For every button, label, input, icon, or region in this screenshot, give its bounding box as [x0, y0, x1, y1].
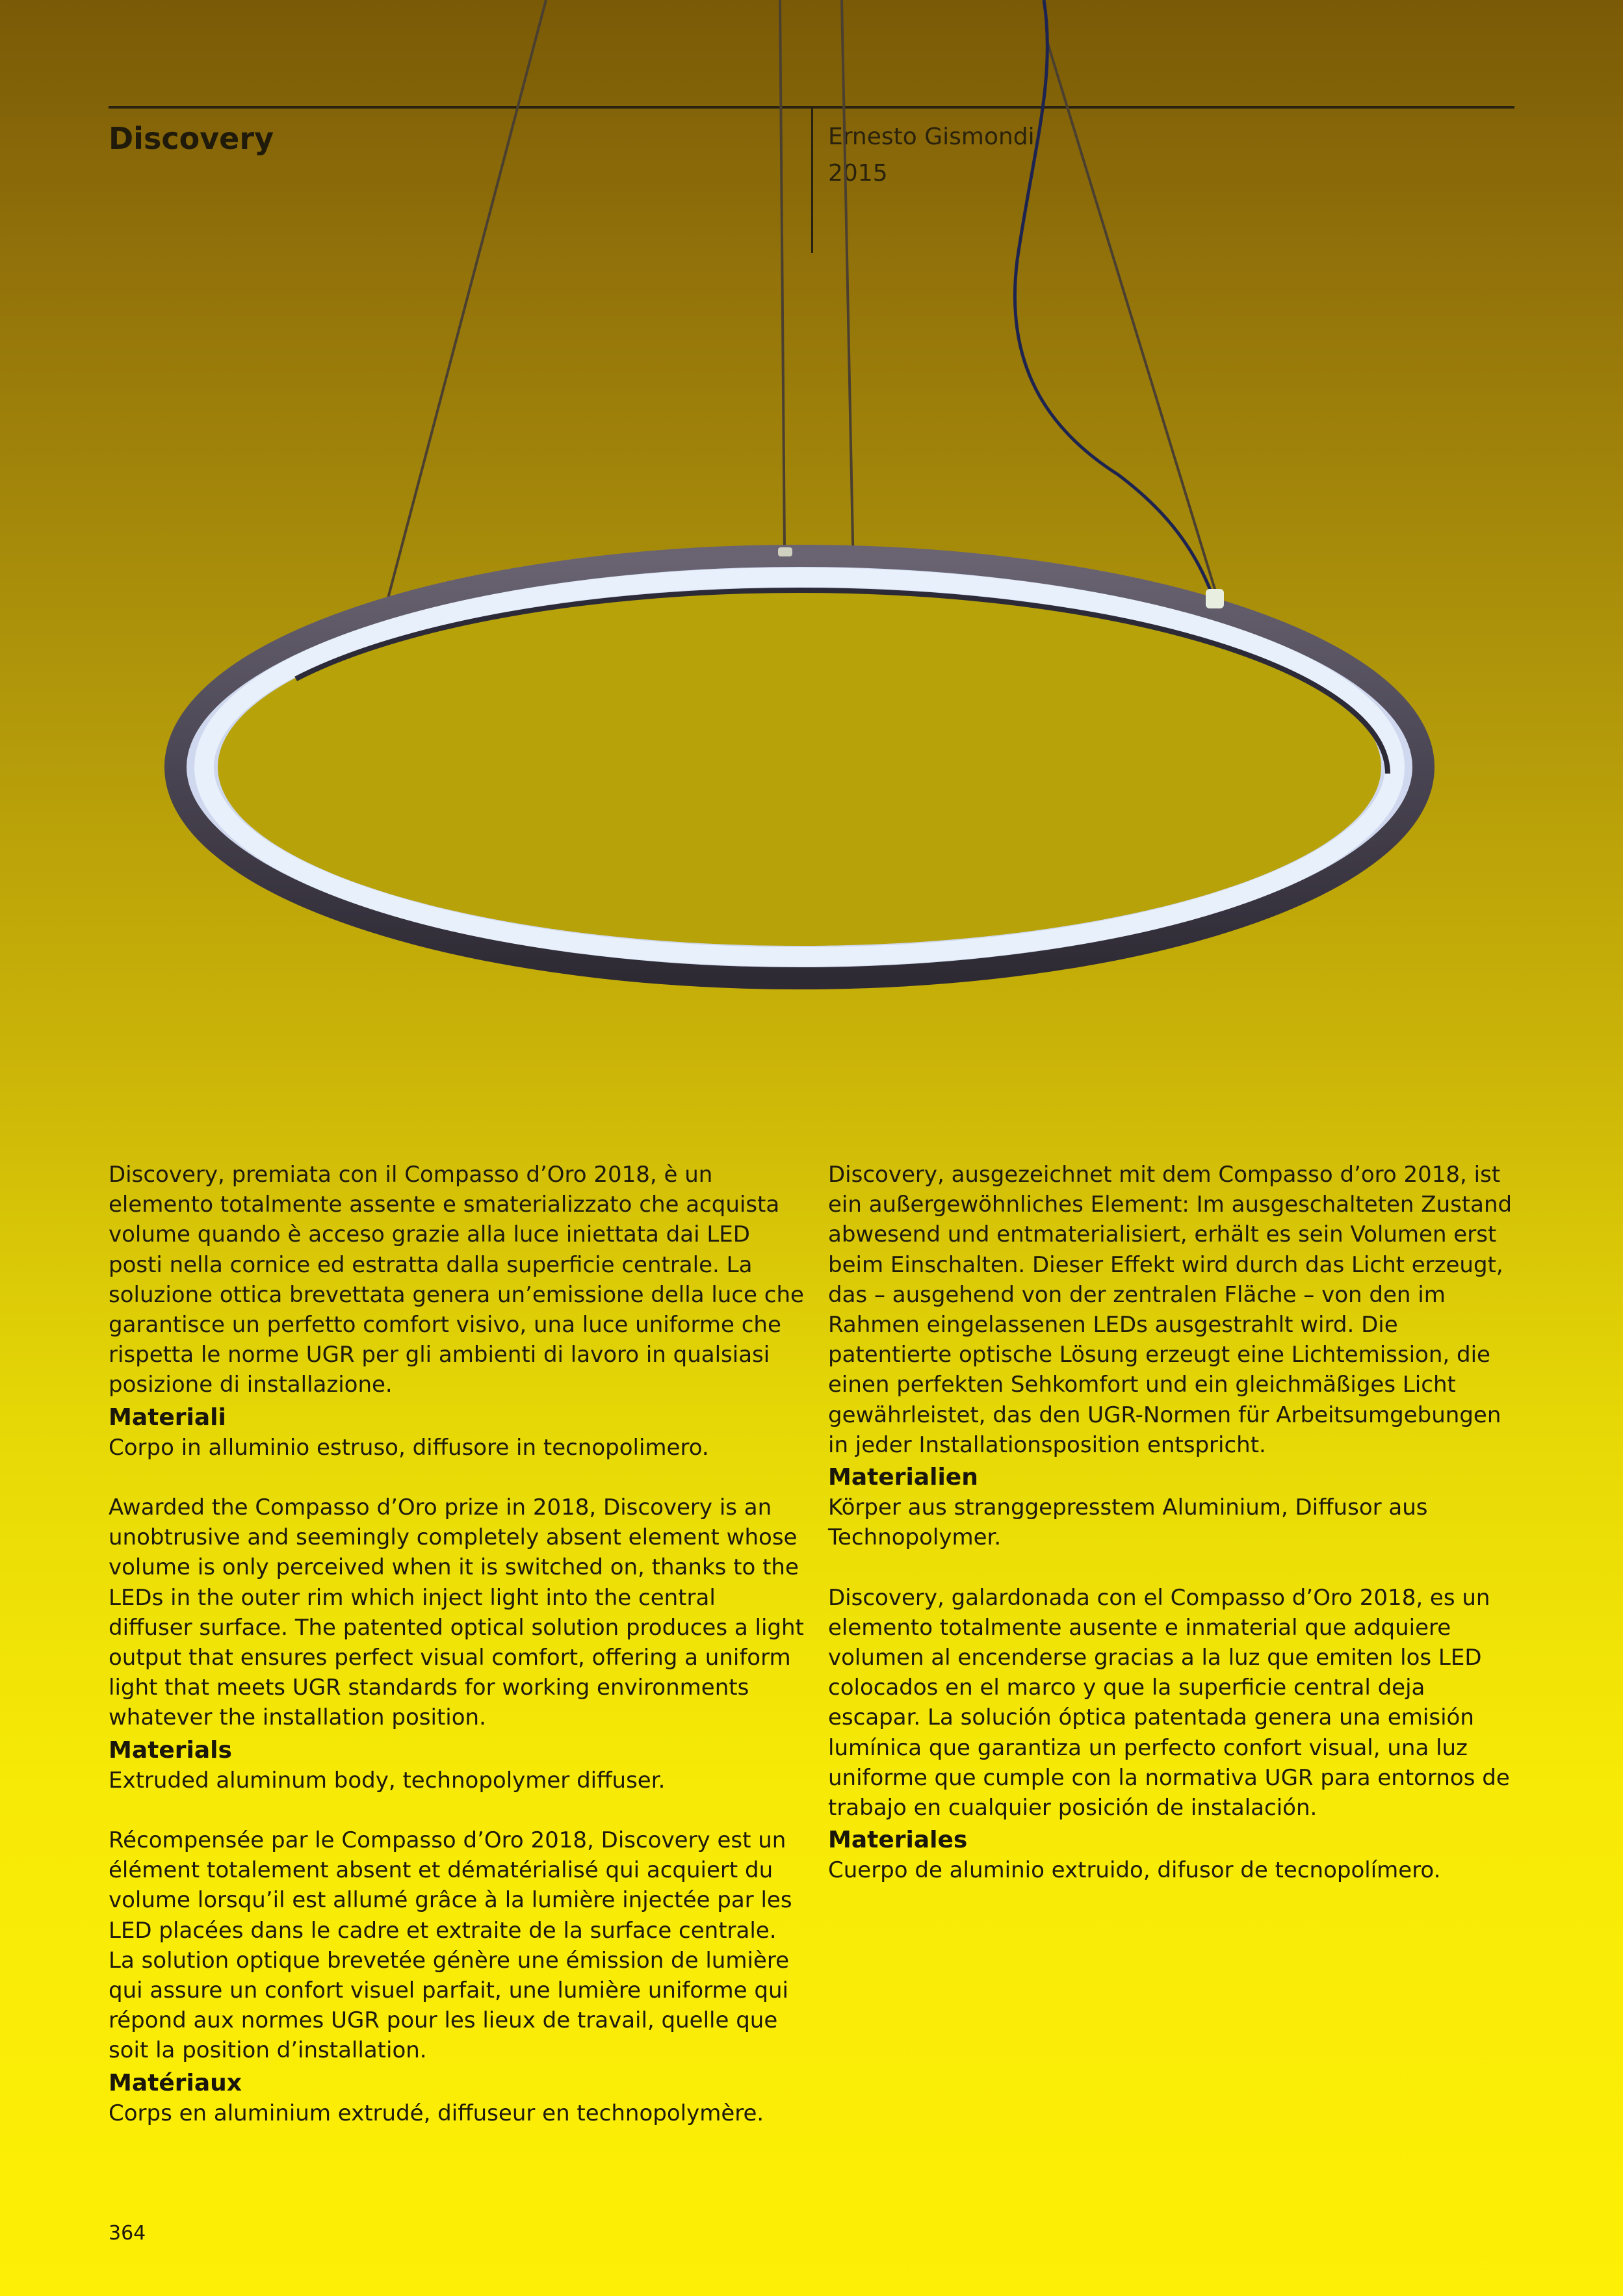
german-materials: Körper aus stranggepresstem Aluminium, Diffusor aus Technopolymer.: [828, 1494, 1428, 1551]
english-description: Awarded the Compasso d’Oro prize in 2018, Discovery is an unobtrusive and seemingly completely absent element whose volume is only perceived when it is switched on, thanks to the LEDs in the outer rim which inject light into the central diffuser surface. The patented optical solution produces a light output that ensures perfect visual comfort, offering a uniform light that meets UGR standards for working environments whatever the installation position.: [109, 1494, 804, 1731]
spanish-description: Discovery, galardonada con el Compasso d’Oro 2018, es un elemento totalmente ausente e inmaterial que adquiere volumen al encenderse gracias a la luz que emiten los LED colocados en el marco y que la superficie central deja escapar. La solución óptica patentada genera una emisión lumínica que garantiza un perfecto confort visual, una luz uniforme que cumple con la normativa UGR para entornos de trabajo en cualquier posición de instalación.: [828, 1584, 1510, 1821]
design-year: 2015: [828, 160, 888, 187]
german-description: Discovery, ausgezeichnet mit dem Compasso d’oro 2018, ist ein außergewöhnliches Element: Im ausgeschalteten Zustand abwesend und entmaterialisiert, erhält es sein Volumen erst beim Einschalten. Dieser Effekt wird durch das Licht erzeugt, das – ausgehend von der zentralen Fläche – von den im Rahmen eingelassenen LEDs ausgestrahlt wird. Die patentierte optische Lösung erzeugt eine Lichtemission, die einen perfekten Sehkomfort und ein gleichmäßiges Licht gewährleistet, das den UGR-Normen für Arbeitsumgebungen in jeder Installationsposition entspricht.: [828, 1162, 1513, 1458]
text-column-right: [828, 1160, 1524, 1886]
italian-description: Discovery, premiata con il Compasso d’Oro 2018, è un elemento totalmente assente e smaterializzato che acquista volume quando è acceso grazie alla luce iniettata dai LED posti nella cornice ed estratta dalla superficie centrale. La soluzione ottica brevettata genera un’emissione della luce che garantisce un perfetto comfort visivo, una luce uniforme che rispetta le norme UGR per gli ambienti di lavoro in qualsiasi posizione di installazione.: [109, 1162, 804, 1398]
italian-materials: Corpo in alluminio estruso, diffusore in tecnopolimero.: [109, 1434, 709, 1461]
french-description: Récompensée par le Compasso d’Oro 2018, Discovery est un élément totalement absent et dématérialisé qui acquiert du volume lorsqu’il est allumé grâce à la lumière injectée par les LED placées dans le cadre et extraite de la surface centrale. La solution optique brevetée génère une émission de lumière qui assure un confort visuel parfait, une lumière uniforme qui répond aux normes UGR pour les lieux de travail, quelle que soit la position d’installation.: [109, 1827, 792, 2064]
german-materials-heading: Materialien: [828, 1464, 978, 1491]
product-title: Discovery: [109, 121, 274, 156]
english-materials-heading: Materials: [109, 1736, 232, 1764]
french-materials-heading: Matériaux: [109, 2069, 242, 2096]
designer-name: Ernesto Gismondi: [828, 124, 1035, 150]
lamp-ring: [175, 547, 1423, 978]
page-number: 364: [109, 2222, 146, 2245]
spanish-materials-heading: Materiales: [828, 1827, 968, 1854]
lamp-photo: [0, 0, 1623, 1105]
italian-materials-heading: Materiali: [109, 1403, 226, 1431]
french-materials: Corps en aluminium extrudé, diffuseur en technopolymère.: [109, 2100, 764, 2126]
spanish-materials: Cuerpo de aluminio extruido, difusor de tecnopolímero.: [828, 1857, 1441, 1884]
english-materials: Extruded aluminum body, technopolymer diffuser.: [109, 1767, 666, 1794]
text-column-left: [109, 1160, 804, 2128]
